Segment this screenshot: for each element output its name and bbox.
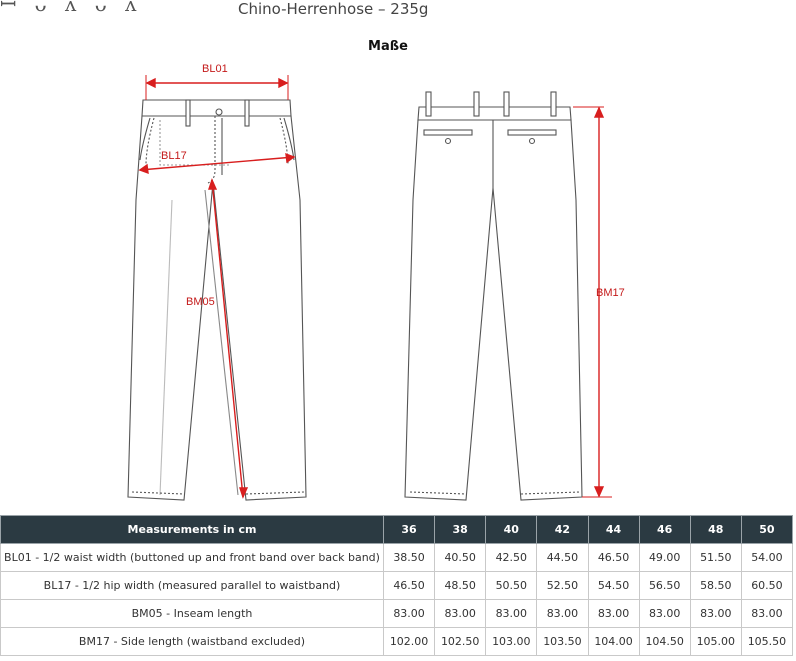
size-header: 40 bbox=[486, 516, 537, 544]
product-title: Chino-Herrenhose – 235g bbox=[238, 0, 429, 18]
table-cell: 105.00 bbox=[690, 628, 741, 656]
table-cell: 60.50 bbox=[741, 572, 792, 600]
table-cell: 46.50 bbox=[588, 544, 639, 572]
back-trousers bbox=[405, 92, 582, 500]
table-row bbox=[1, 628, 793, 656]
table-cell: 83.00 bbox=[435, 600, 486, 628]
table-cell: 52.50 bbox=[537, 572, 588, 600]
table-cell: 83.00 bbox=[690, 600, 741, 628]
table-cell: 51.50 bbox=[690, 544, 741, 572]
section-title: Maße bbox=[368, 39, 408, 54]
table-cell: 40.50 bbox=[435, 544, 486, 572]
table-cell: 50.50 bbox=[486, 572, 537, 600]
table-cell: 83.00 bbox=[588, 600, 639, 628]
size-header: 50 bbox=[741, 516, 792, 544]
logo-fragment: ꟷ ᴗ ᴧ ᴗ ᴧ bbox=[0, 0, 143, 16]
table-row bbox=[1, 600, 793, 628]
size-header: 36 bbox=[384, 516, 435, 544]
row-label: BL17 - 1/2 hip width (measured parallel to waistband) bbox=[1, 572, 384, 600]
table-cell: 56.50 bbox=[639, 572, 690, 600]
table-cell: 44.50 bbox=[537, 544, 588, 572]
table-cell: 83.00 bbox=[486, 600, 537, 628]
table-cell: 54.00 bbox=[741, 544, 792, 572]
label-bm05: BM05 bbox=[186, 296, 215, 308]
row-label: BM05 - Inseam length bbox=[1, 600, 384, 628]
table-cell: 104.00 bbox=[588, 628, 639, 656]
size-header: 48 bbox=[690, 516, 741, 544]
table-cell: 102.50 bbox=[435, 628, 486, 656]
row-label: BM17 - Side length (waistband excluded) bbox=[1, 628, 384, 656]
table-cell: 46.50 bbox=[384, 572, 435, 600]
table-cell: 58.50 bbox=[690, 572, 741, 600]
table-cell: 102.00 bbox=[384, 628, 435, 656]
size-header: 42 bbox=[537, 516, 588, 544]
table-cell: 48.50 bbox=[435, 572, 486, 600]
label-bl17: BL17 bbox=[161, 150, 187, 162]
front-trousers bbox=[128, 100, 306, 500]
table-cell: 103.00 bbox=[486, 628, 537, 656]
table-cell: 104.50 bbox=[639, 628, 690, 656]
table-cell: 105.50 bbox=[741, 628, 792, 656]
row-label: BL01 - 1/2 waist width (buttoned up and front band over back band) bbox=[1, 544, 384, 572]
table-cell: 54.50 bbox=[588, 572, 639, 600]
table-header-label: Measurements in cm bbox=[1, 516, 384, 544]
table-cell: 83.00 bbox=[639, 600, 690, 628]
size-table bbox=[0, 515, 793, 656]
table-row bbox=[1, 544, 793, 572]
table-cell: 83.00 bbox=[537, 600, 588, 628]
table-cell: 83.00 bbox=[384, 600, 435, 628]
size-header: 44 bbox=[588, 516, 639, 544]
trousers-diagram bbox=[0, 55, 796, 510]
table-cell: 42.50 bbox=[486, 544, 537, 572]
label-bm17: BM17 bbox=[596, 287, 625, 299]
table-cell: 103.50 bbox=[537, 628, 588, 656]
size-header: 38 bbox=[435, 516, 486, 544]
table-cell: 49.00 bbox=[639, 544, 690, 572]
size-header: 46 bbox=[639, 516, 690, 544]
table-header-row bbox=[1, 516, 793, 544]
table-row bbox=[1, 572, 793, 600]
table-cell: 83.00 bbox=[741, 600, 792, 628]
table-cell: 38.50 bbox=[384, 544, 435, 572]
label-bl01: BL01 bbox=[202, 63, 228, 75]
